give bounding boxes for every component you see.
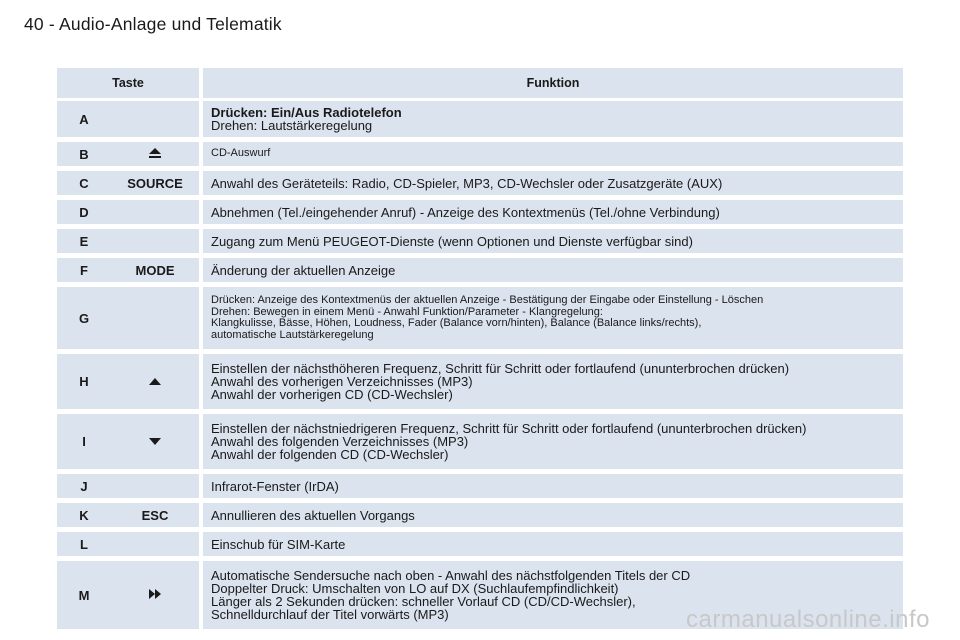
function-description: [203, 203, 903, 222]
table-row: [57, 287, 903, 349]
key-label: F: [80, 262, 88, 278]
key-symbol: [111, 142, 199, 166]
function-description: [203, 359, 903, 404]
key-label: B: [79, 146, 89, 162]
function-description: [203, 174, 903, 193]
function-line: Annullieren des aktuellen Vorgangs: [211, 507, 415, 523]
key-symbol: [111, 561, 199, 629]
table-row: [57, 142, 903, 166]
function-line: Anwahl des folgenden Verzeichnisses (MP3): [211, 434, 469, 449]
table-row: [57, 354, 903, 409]
table-body: [57, 101, 903, 629]
key-label: J: [80, 478, 88, 494]
function-description: [203, 145, 903, 163]
function-description: [203, 477, 903, 496]
function-description: [203, 292, 903, 344]
key-label: L: [80, 536, 88, 552]
key-label: I: [82, 434, 86, 449]
up-arrow-icon: [148, 374, 162, 389]
key-symbol: [111, 287, 199, 349]
function-line: Drücken: Ein/Aus Radiotelefon: [211, 105, 402, 120]
key-label: E: [79, 233, 89, 249]
table-row: [57, 229, 903, 253]
function-line: Einschub für SIM-Karte: [211, 536, 346, 552]
function-description: [203, 535, 903, 554]
key-symbol: [111, 229, 199, 253]
key-label: C: [79, 175, 89, 191]
function-line: Änderung der aktuellen Anzeige: [211, 262, 396, 278]
key-symbol: [111, 474, 199, 498]
table-row: [57, 414, 903, 469]
function-line: Einstellen der nächsthöheren Frequenz, Schritt für Schritt oder fortlaufend (ununterbrochen drücken): [211, 361, 790, 376]
eject-icon: [147, 147, 163, 162]
function-line: Schnelldurchlauf der Titel vorwärts (MP3): [211, 607, 449, 622]
down-arrow-icon: [148, 434, 162, 449]
fast-forward-icon: [148, 588, 162, 603]
function-line: Drehen: Lautstärkeregelung: [211, 118, 373, 133]
key-symbol: [111, 532, 199, 556]
button-function-table: [57, 68, 903, 634]
key-symbol: [111, 354, 199, 409]
function-line: Klangkulisse, Bässe, Höhen, Loudness, Fader (Balance vorn/hinten), Balance (Balance links/rechts),: [211, 317, 702, 329]
function-line: Anwahl des vorherigen Verzeichnisses (MP3): [211, 374, 473, 389]
key-label: K: [79, 507, 89, 523]
function-description: [203, 103, 903, 135]
table-row: [57, 200, 903, 224]
key-symbol: SOURCE: [127, 175, 183, 191]
function-line: Doppelter Druck: Umschalten von LO auf DX (Suchlaufempfindlichkeit): [211, 581, 619, 596]
key-label: H: [79, 374, 89, 389]
column-header-key: Taste: [112, 76, 144, 90]
function-line: Länger als 2 Sekunden drücken: schneller Vorlauf CD (CD/CD-Wechsler),: [211, 594, 636, 609]
function-description: [203, 232, 903, 251]
function-line: Zugang zum Menü PEUGEOT-Dienste (wenn Optionen und Dienste verfügbar sind): [211, 233, 693, 249]
key-symbol: [111, 101, 199, 137]
table-row: [57, 474, 903, 498]
table-row: [57, 503, 903, 527]
function-line: Automatische Sendersuche nach oben - Anwahl des nächstfolgenden Titels der CD: [211, 568, 691, 583]
key-symbol: ESC: [141, 507, 169, 523]
function-line: Abnehmen (Tel./eingehender Anruf) - Anzeige des Kontextmenüs (Tel./ohne Verbindung): [211, 204, 720, 220]
key-label: G: [78, 310, 90, 326]
function-line: Drücken: Anzeige des Kontextmenüs der aktuellen Anzeige - Bestätigung der Eingabe oder Einstellung - Löschen: [211, 294, 764, 306]
key-symbol: [111, 414, 199, 469]
function-line: Drehen: Bewegen in einem Menü - Anwahl Funktion/Parameter - Klangregelung:: [211, 305, 603, 318]
column-header-function: Funktion: [526, 75, 580, 90]
table-row: [57, 532, 903, 556]
function-line: automatische Lautstärkeregelung: [211, 328, 374, 341]
function-description: [203, 419, 903, 464]
table-row: [57, 258, 903, 282]
table-row: [57, 101, 903, 137]
key-label: A: [79, 111, 89, 127]
function-line: Anwahl der folgenden CD (CD-Wechsler): [211, 447, 449, 462]
function-description: [203, 261, 903, 280]
key-symbol: [111, 200, 199, 224]
function-description: [203, 506, 903, 525]
table-row: [57, 171, 903, 195]
table-header-row: [57, 68, 903, 98]
function-line: Einstellen der nächstniedrigeren Frequenz, Schritt für Schritt oder fortlaufend (ununterbrochen drücken): [211, 421, 807, 436]
function-line: Anwahl der vorherigen CD (CD-Wechsler): [211, 387, 453, 402]
key-symbol: MODE: [135, 262, 175, 278]
watermark: carmanualsonline.info: [686, 606, 930, 633]
function-line: Infrarot-Fenster (IrDA): [211, 478, 339, 494]
page-title: 40 - Audio-Anlage und Telematik: [24, 14, 282, 34]
function-line: CD-Auswurf: [211, 147, 271, 160]
function-line: Anwahl des Geräteteils: Radio, CD-Spieler, MP3, CD-Wechsler oder Zusatzgeräte (AUX): [211, 175, 723, 191]
key-label: M: [78, 587, 90, 603]
key-label: D: [79, 204, 89, 220]
